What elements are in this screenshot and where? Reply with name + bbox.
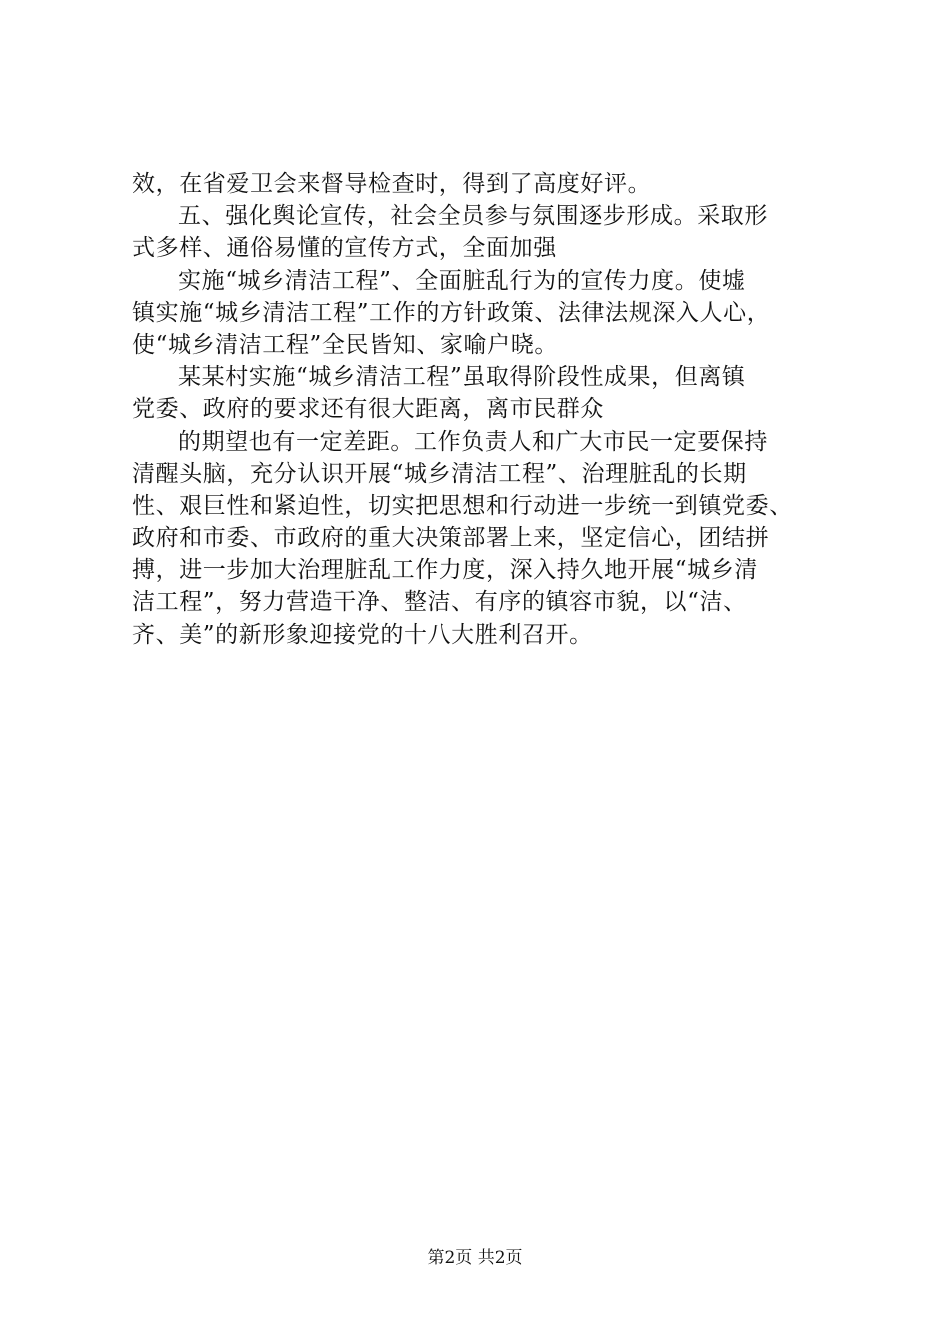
page-footer: 第2页 共2页: [427, 1248, 523, 1268]
text-line: 性、艰巨性和紧迫性，切实把思想和行动进一步统一到镇党委、: [132, 492, 793, 519]
text-line: 齐、美”的新形象迎接党的十八大胜利召开。: [132, 621, 593, 648]
text-line: 洁工程”，努力营造干净、整洁、有序的镇容市貌，以“洁、: [132, 589, 747, 616]
text-line: 效，在省爱卫会来督导检查时，得到了高度好评。: [132, 171, 652, 197]
text-line: 政府和市委、市政府的重大决策部署上来，坚定信心，团结拼: [132, 525, 770, 552]
text-line: 使“城乡清洁工程”全民皆知、家喻户晓。: [132, 331, 558, 358]
text-line: 镇实施“城乡清洁工程”工作的方针政策、法律法规深入人心，: [132, 299, 771, 326]
text-line: 五、强化舆论宣传，社会全员参与氛围逐步形成。采取形: [178, 203, 768, 230]
text-line: 清醒头脑，充分认识开展“城乡清洁工程”、治理脏乱的长期: [132, 460, 747, 487]
text-line: 式多样、通俗易懂的宣传方式，全面加强: [132, 235, 557, 262]
text-line: 某某村实施“城乡清洁工程”虽取得阶段性成果，但离镇: [178, 364, 746, 391]
text-line: 搏，进一步加大治理脏乱工作力度，深入持久地开展“城乡清: [132, 557, 758, 584]
text-line: 的期望也有一定差距。工作负责人和广大市民一定要保持: [178, 428, 768, 455]
body-text: [132, 168, 832, 651]
text-line: 实施“城乡清洁工程”、全面脏乱行为的宣传力度。使墟: [178, 267, 746, 294]
text-line: 党委、政府的要求还有很大距离，离市民群众: [132, 396, 604, 423]
